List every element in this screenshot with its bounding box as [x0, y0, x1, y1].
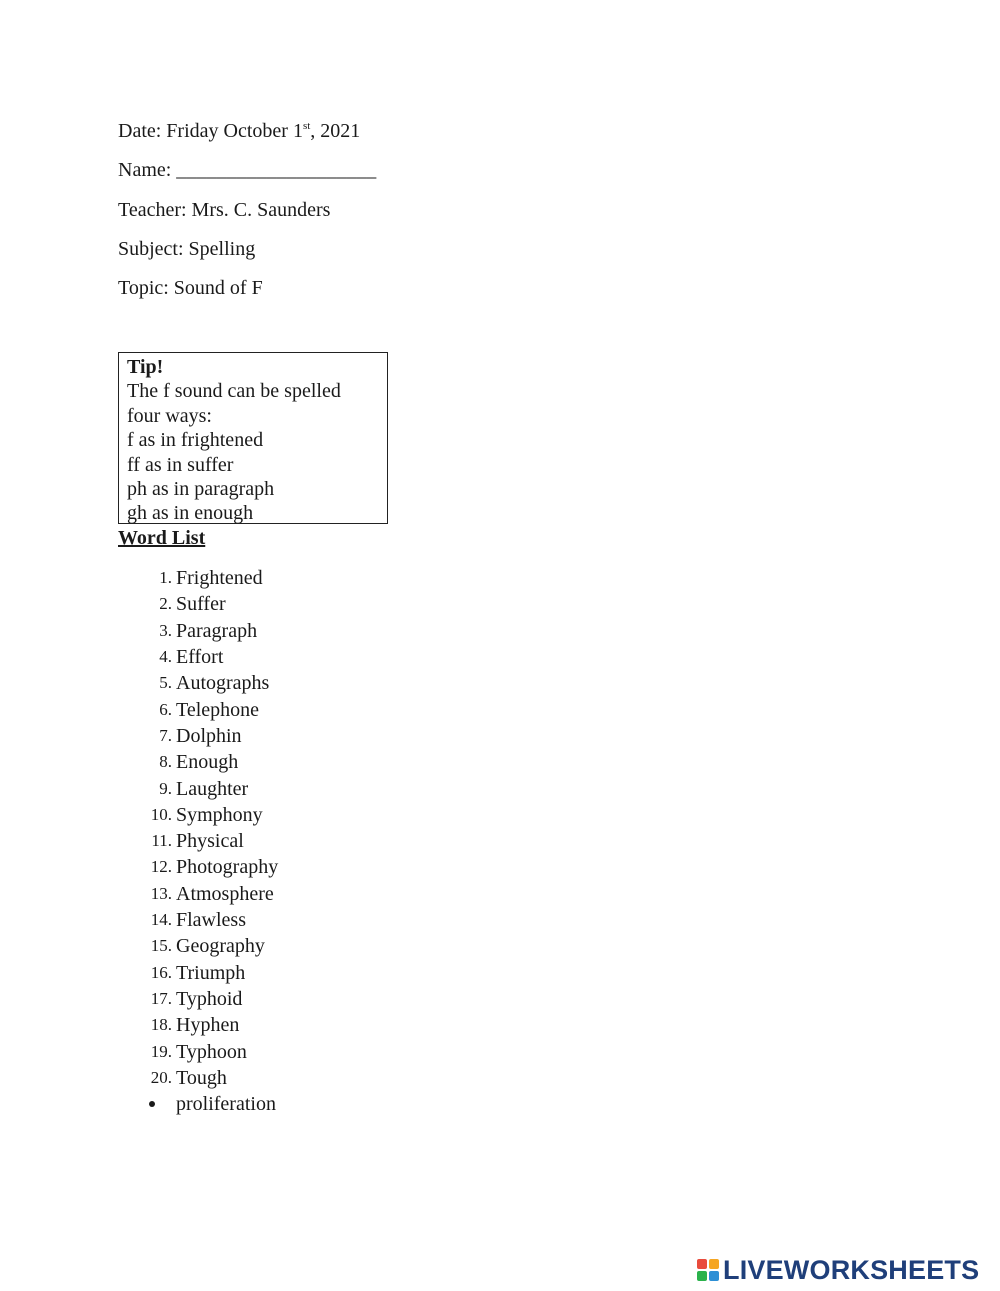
- list-item-number: 17.: [150, 989, 172, 1008]
- date-superscript: st: [302, 120, 311, 132]
- list-item-word: Triumph: [176, 961, 246, 984]
- topic-line: Topic: Sound of F: [118, 277, 263, 299]
- list-item-word: Enough: [176, 751, 239, 774]
- list-item-number: 11.: [151, 831, 172, 851]
- list-item-number: 10.: [150, 804, 172, 824]
- list-item-number: 14.: [150, 910, 172, 930]
- date-line: [118, 119, 360, 143]
- tip-line: ff as in suffer: [127, 453, 234, 476]
- list-item-number: 15.: [150, 936, 172, 956]
- list-item-word: Hyphen: [176, 1014, 240, 1037]
- list-item-word: Dolphin: [176, 724, 242, 747]
- tip-line: four ways:: [127, 404, 212, 427]
- list-item-word: Typhoon: [176, 1040, 247, 1063]
- list-item-word: Frightened: [176, 567, 263, 589]
- bullet-icon: [149, 1101, 155, 1107]
- brand-text: LIVEWORKSHEETS: [723, 1254, 980, 1285]
- logo-square-icon: [697, 1259, 707, 1269]
- list-item-number: 13.: [150, 883, 172, 903]
- list-item-number: 1.: [159, 568, 172, 587]
- list-item-number: 6.: [159, 699, 172, 719]
- list-item-word: Atmosphere: [176, 882, 274, 905]
- list-item-word: Flawless: [176, 909, 246, 932]
- tip-title: Tip!: [127, 356, 164, 378]
- tip-line: ph as in paragraph: [127, 478, 275, 501]
- list-item-word: Paragraph: [176, 619, 258, 642]
- list-item-word: Telephone: [176, 698, 260, 721]
- liveworksheets-brand: [697, 1255, 979, 1285]
- list-item-number: 16.: [150, 962, 172, 982]
- list-item-word: proliferation: [176, 1093, 276, 1116]
- logo-square-icon: [709, 1271, 719, 1281]
- list-item-word: Photography: [176, 856, 279, 879]
- list-item-number: 5.: [159, 673, 172, 693]
- list-item-number: 18.: [150, 1015, 172, 1035]
- tip-line: gh as in enough: [127, 502, 254, 525]
- list-item-number: 12.: [150, 857, 172, 877]
- tip-line: f as in frightened: [127, 429, 264, 452]
- list-item-number: 9.: [159, 778, 172, 798]
- logo-square-icon: [697, 1271, 707, 1281]
- liveworksheets-logo-icon: [697, 1259, 719, 1281]
- teacher-line: Teacher: Mrs. C. Saunders: [118, 199, 331, 221]
- list-item-word: Physical: [176, 830, 244, 853]
- list-item-word: Typhoid: [176, 988, 243, 1010]
- list-item-word: Autographs: [176, 672, 270, 695]
- list-item-number: 20.: [150, 1067, 172, 1087]
- list-item-number: 7.: [159, 725, 172, 745]
- logo-square-icon: [709, 1259, 719, 1269]
- list-item-word: Effort: [176, 645, 224, 668]
- list-item-word: Symphony: [176, 803, 263, 826]
- list-item-word: Geography: [176, 935, 265, 958]
- list-item-number: 19.: [150, 1041, 172, 1061]
- date-suffix: , 2021: [310, 120, 361, 142]
- word-list-heading: Word List: [118, 527, 206, 549]
- date-prefix: Date: Friday October 1: [118, 120, 303, 142]
- subject-line: Subject: Spelling: [118, 238, 256, 260]
- tip-box: [118, 352, 388, 524]
- list-item-word: Laughter: [176, 777, 249, 800]
- tip-line: The f sound can be spelled: [127, 380, 341, 403]
- name-line: Name: ____________________: [118, 159, 377, 181]
- list-item-number: 3.: [159, 620, 172, 640]
- list-item-number: 2.: [159, 594, 172, 614]
- list-item-word: Suffer: [176, 593, 226, 616]
- list-item-number: 4.: [159, 646, 172, 666]
- list-item-number: 8.: [159, 752, 172, 772]
- list-item-word: Tough: [176, 1066, 227, 1089]
